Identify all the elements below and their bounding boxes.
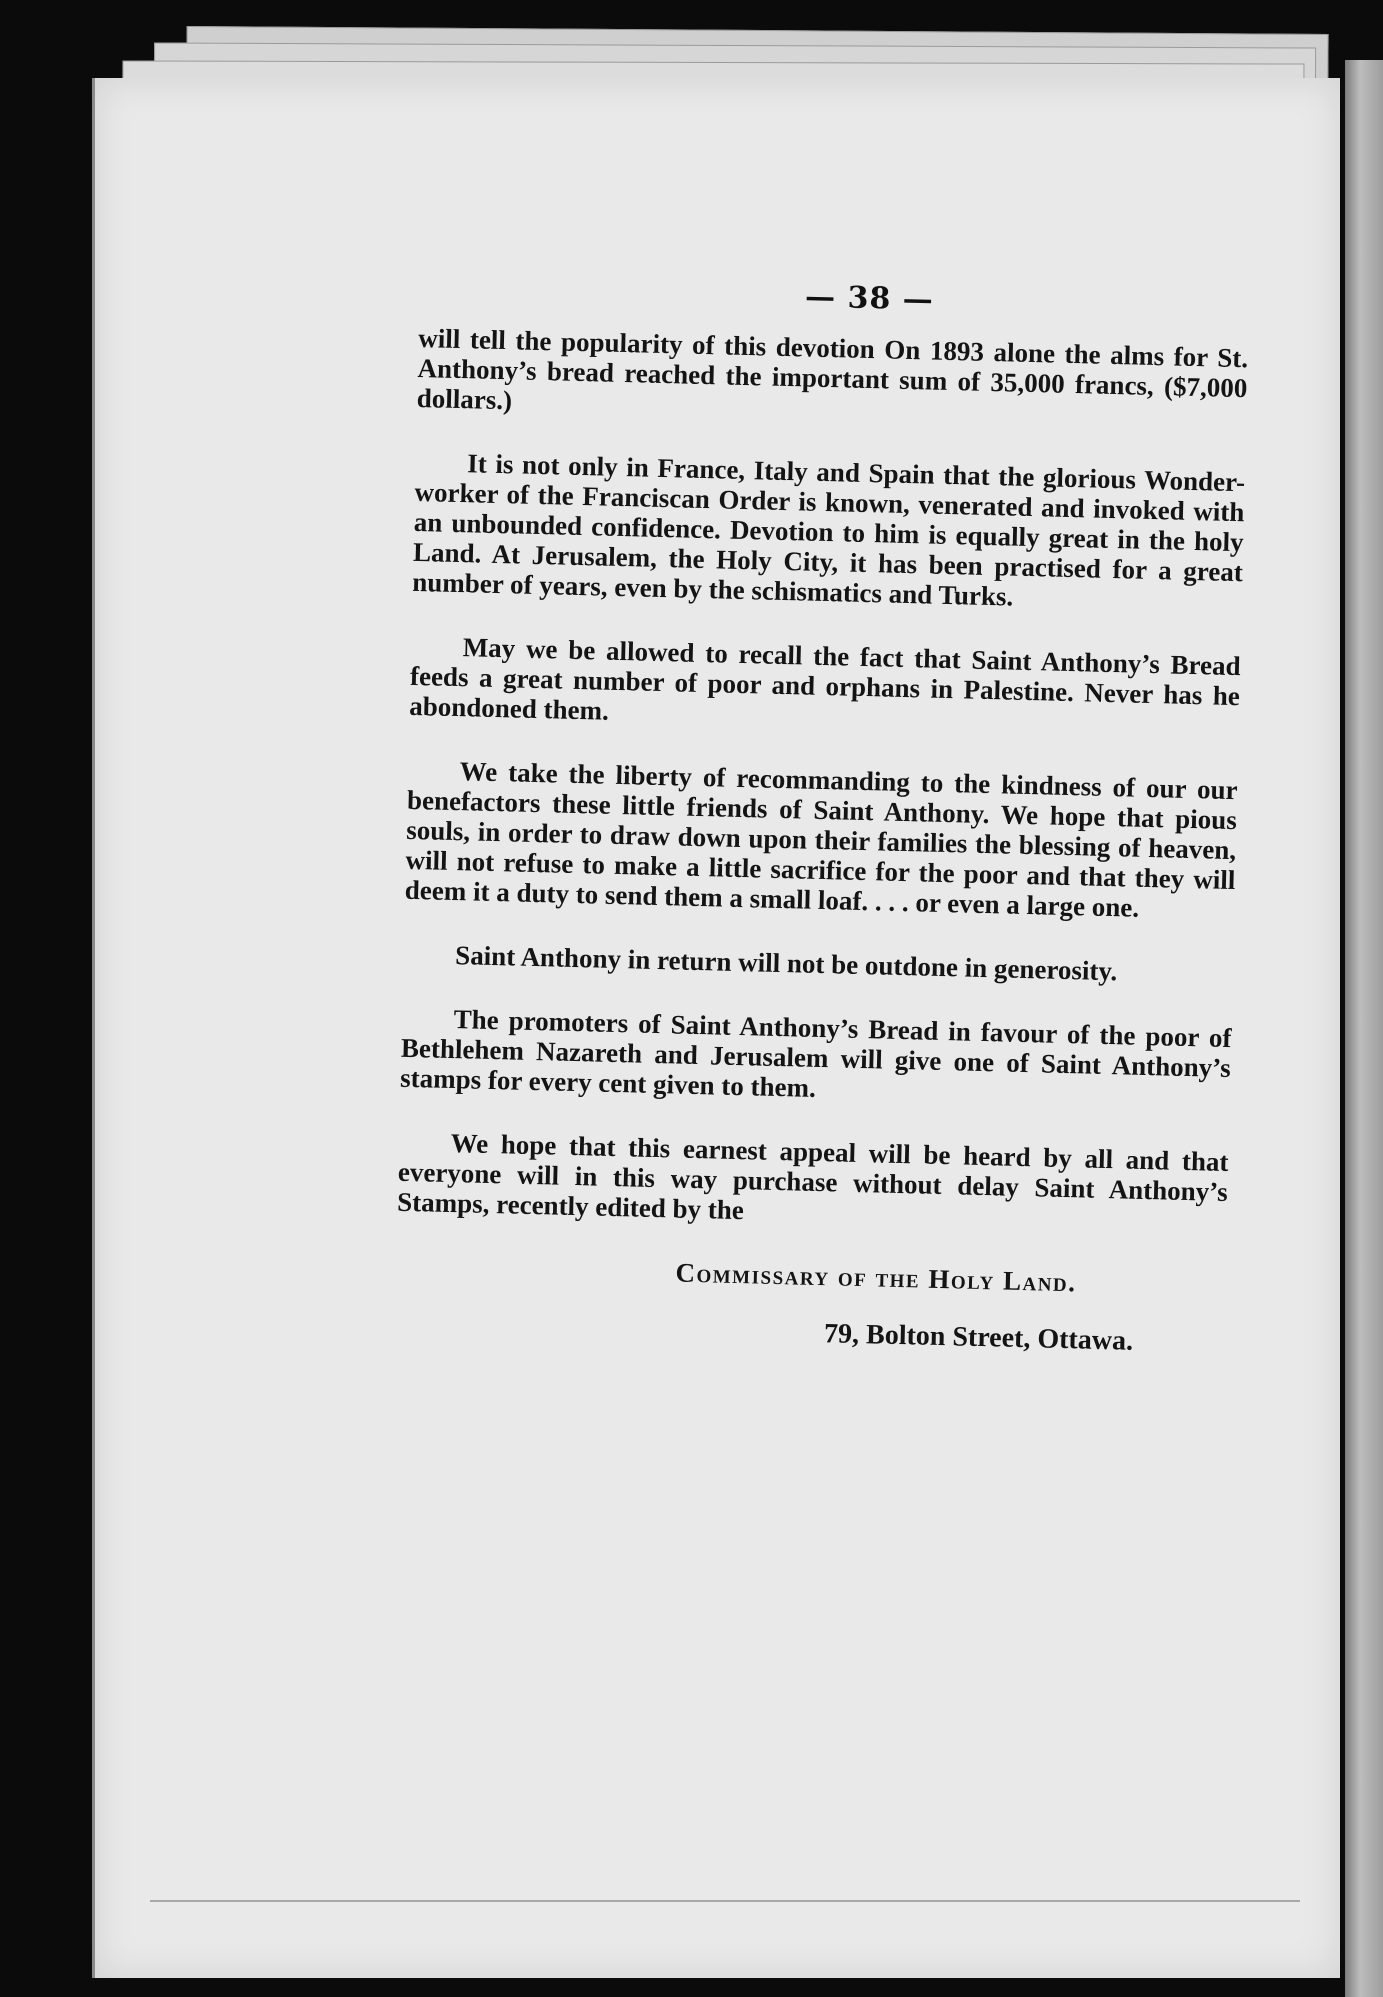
paragraph: We hope that this earnest appeal will be heard by all and that everyone will in this way purchase without delay Saint Anthony’s Stamps, recently edited by the xyxy=(396,1128,1229,1226)
page-bottom-edge xyxy=(150,1900,1300,1902)
page-number: — 38 — xyxy=(804,279,935,318)
paragraph: Saint Anthony in return will not be outdone in generosity. xyxy=(454,940,1118,987)
paragraph: The promoters of Saint Anthony’s Bread in favour of the poor of Bethlehem Nazareth and Jerusalem will give one of Saint Anthony’s stamps for every cent given to them. xyxy=(399,1004,1232,1103)
paragraph-continuation: will tell the popularity of this devotion On 1893 alone the alms for St. Anthony’s bread reached the important sum of 35,000 francs, ($7,000 dollars.) xyxy=(416,322,1249,416)
page-text xyxy=(394,270,1250,1360)
address: 79, Bolton Street, Ottawa. xyxy=(823,1318,1134,1357)
paragraph: We take the liberty of recommanding to the kindness of our our benefactors these little friends of Saint Anthony. We hope that pious souls, in order to draw down upon their families the blessing of heaven, will not refuse to make a little sacrifice for the poor and that they will deem it a duty to send them a small loaf. . . . or even a large one. xyxy=(404,756,1238,923)
signature: Commissary of the Holy Land. xyxy=(675,1257,1077,1298)
facing-page-edge xyxy=(1345,60,1383,1997)
paragraph: May we be allowed to recall the fact that Saint Anthony’s Bread feeds a great number of poor and orphans in Palestine. Never has he abondoned them. xyxy=(408,632,1241,726)
paragraph: It is not only in France, Italy and Spain that the glorious Wonder-worker of the Franciscan Order is known, venerated and invoked with an unbounded confidence. Devotion to him is equally great in the holy Land. At Jerusalem, the Holy City, it has been practised for a great number of years, even by the schismatics and Turks. xyxy=(412,448,1246,612)
